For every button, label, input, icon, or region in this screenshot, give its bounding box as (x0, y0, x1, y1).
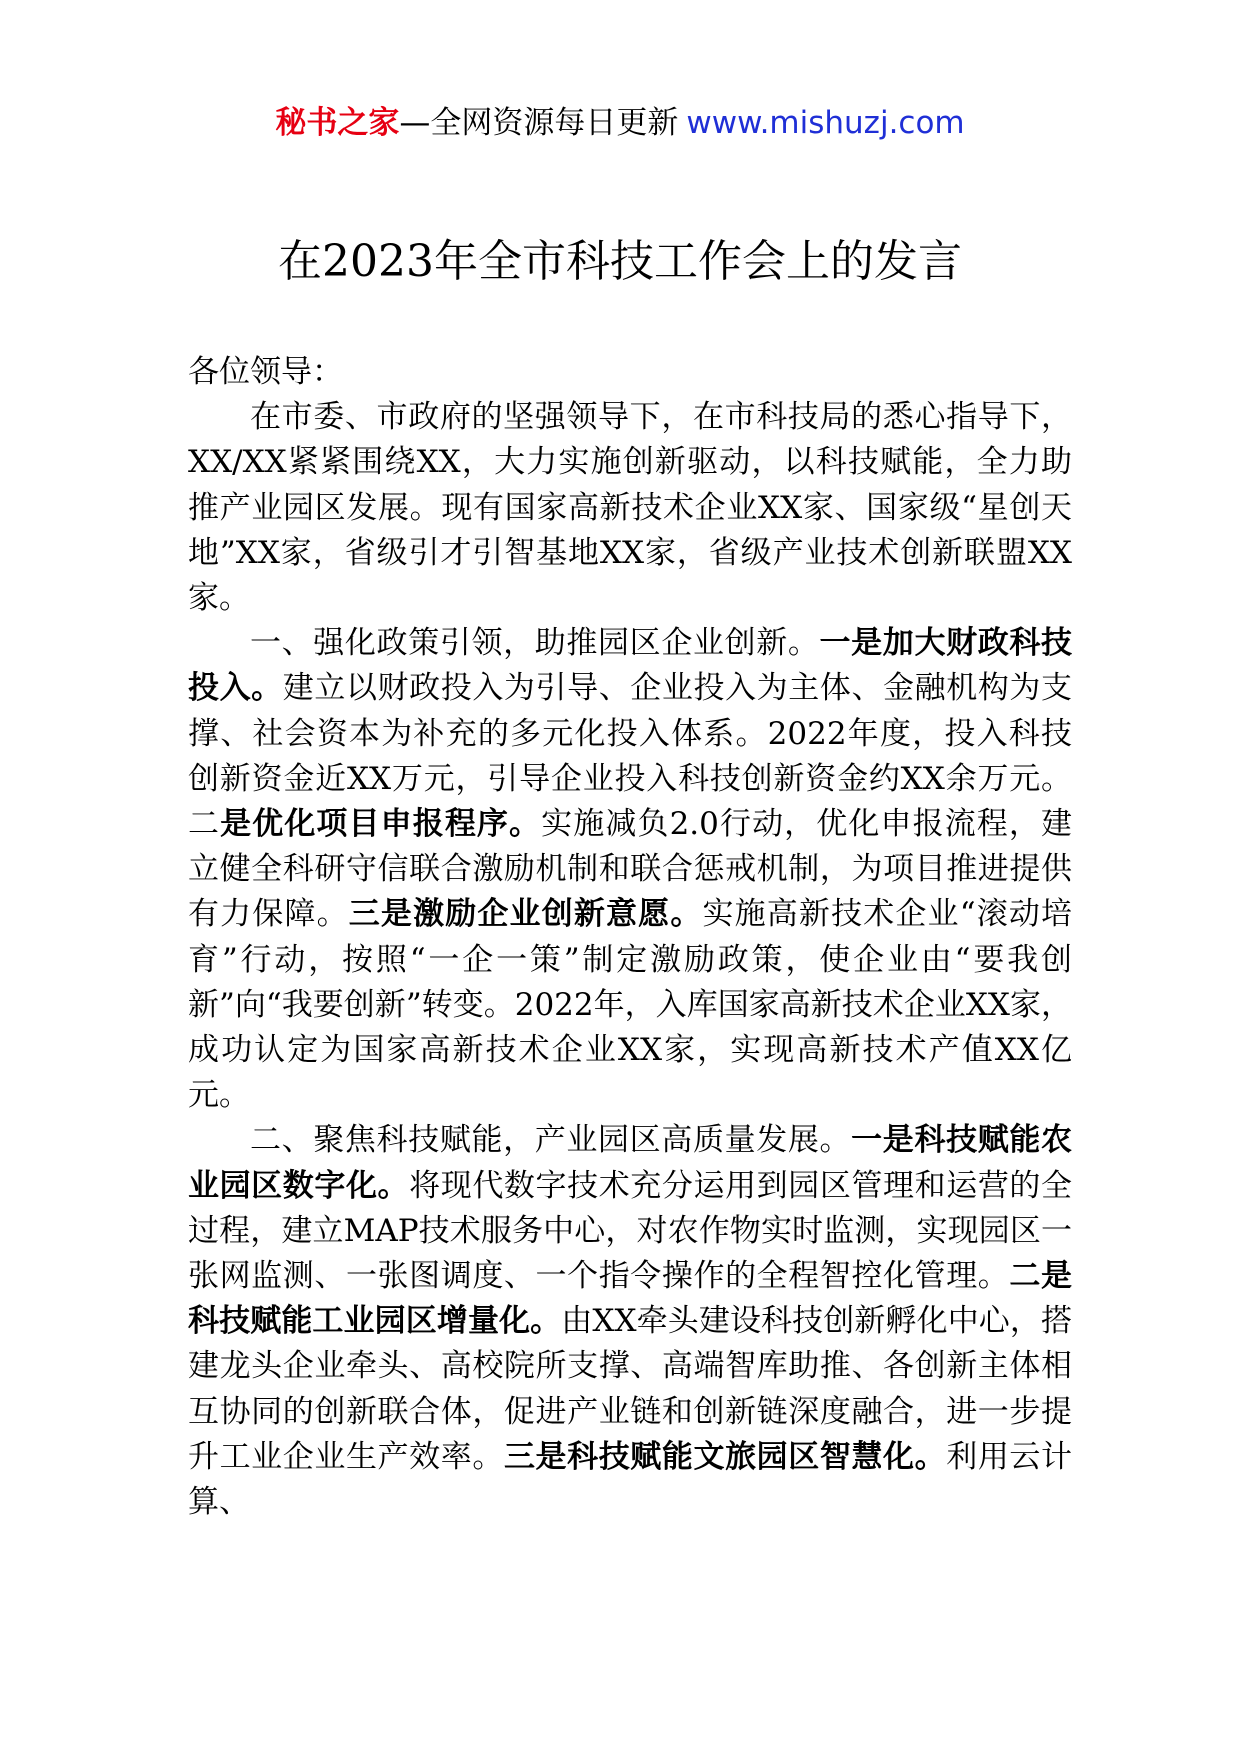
site-url-link[interactable]: www.mishuzj.com (686, 105, 965, 141)
site-banner (0, 100, 1240, 146)
section-1-paragraph (188, 621, 1072, 1118)
section-2-point-3-text: 利用云计算、 (188, 1438, 1073, 1521)
section-2-paragraph (188, 1118, 1072, 1525)
section-1-point-1-title: 一是加大财政科技投入。 (188, 625, 1073, 707)
document-title: 在2023年全市科技工作会上的发言 (278, 236, 962, 287)
section-2-heading: 二、聚焦科技赋能，产业园区高质量发展。 (250, 1122, 852, 1159)
section-2-point-1-title: 一是科技赋能农业园区数字化。 (188, 1122, 1073, 1204)
section-2-point-2-text: 由XX牵头建设科技创新孵化中心，搭建龙头企业牵头、高校院所支撑、高端智库助推、各创新主体相互协同的创新联合体，促进产业链和创新链深度融合，进一步提升工业企业生产效率。 (188, 1303, 1073, 1475)
document-body (188, 350, 1072, 1525)
section-2-point-2-title: 二是科技赋能工业园区增量化。 (188, 1258, 1072, 1340)
intro-paragraph: 在市委、市政府的坚强领导下，在市科技局的悉心指导下，XX/XX紧紧围绕XX，大力实施创新驱动，以科技赋能，全力助推产业园区发展。现有国家高新技术企业XX家、国家级“星创天地”XX家，省级引才引智基地XX家，省级产业技术创新联盟XX家。 (188, 399, 1072, 617)
section-1-point-1-text: 建立以财政投入为引导、企业投入为主体、金融机构为支撑、社会资本为补充的多元化投入体系。2022年度，投入科技创新资金近XX万元，引导企业投入科技创新资金约XX余万元。二 (188, 670, 1073, 843)
section-1-point-3-title: 三是激励企业创新意愿。 (348, 896, 703, 933)
section-1-point-2-text: 实施减负2.0行动，优化申报流程，建立健全科研守信联合激励机制和联合惩戒机制，为项目推进提供有力保障。 (188, 806, 1073, 933)
section-2-point-3-title: 三是科技赋能文旅园区智慧化。 (503, 1438, 947, 1475)
section-1-point-3-text: 实施高新技术企业“滚动培育”行动，按照“一企一策”制定激励政策，使企业由“要我创新”向“我要创新”转变。2022年，入库国家高新技术企业XX家，成功认定为国家高新技术企业XX家，实现高新技术产值XX亿元。 (188, 896, 1073, 1114)
salutation: 各位领导： (188, 354, 343, 390)
section-1-point-2-title: 是优化项目申报程序。 (220, 806, 542, 843)
banner-tagline: —全网资源每日更新 (399, 105, 679, 141)
brand-name: 秘书之家 (275, 105, 400, 141)
section-1-heading: 一、强化政策引领，助推园区企业创新。 (250, 625, 820, 662)
section-2-point-1-text: 将现代数字技术充分运用到园区管理和运营的全过程，建立MAP技术服务中心，对农作物实时监测，实现园区一张网监测、一张图调度、一个指令操作的全程智控化管理。 (188, 1167, 1073, 1295)
